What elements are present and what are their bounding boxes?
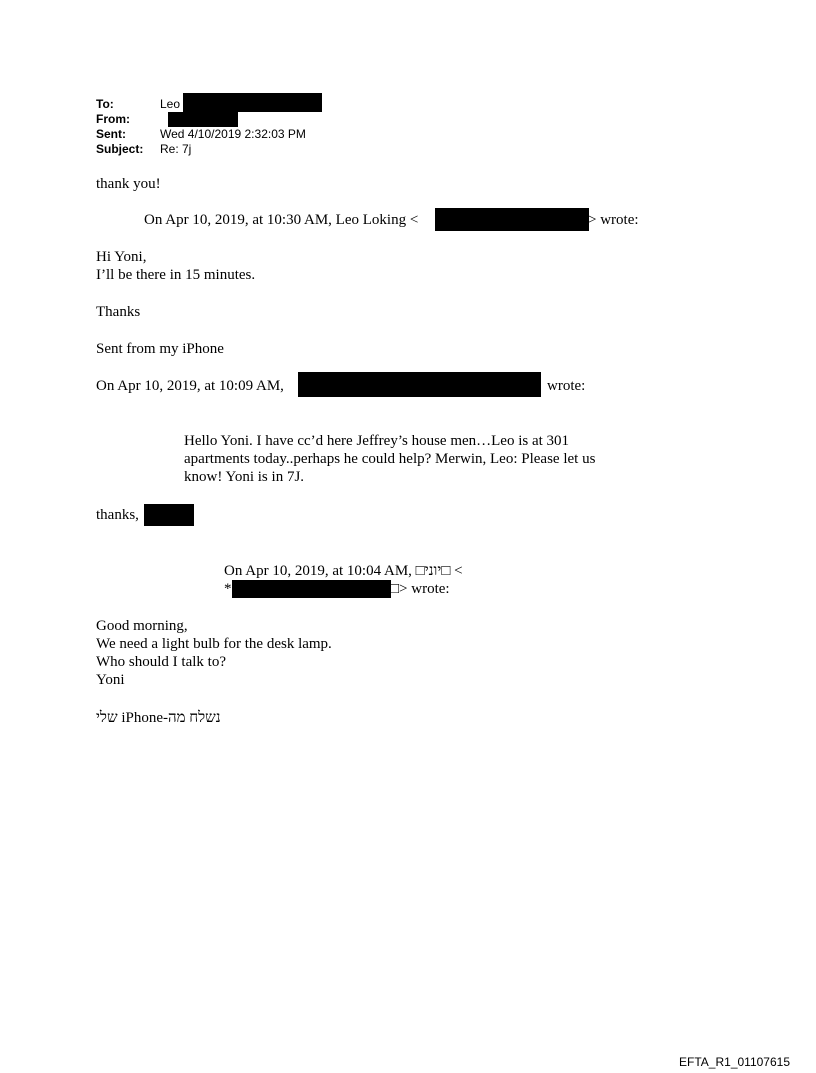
mid-line-2: apartments today..perhaps he could help? Merwin, Leo: Please let us	[184, 451, 596, 467]
redaction-sender	[298, 372, 541, 397]
mid-line-1: Hello Yoni. I have cc’d here Jeffrey’s house men…Leo is at 301	[184, 433, 570, 449]
quote1-intro: On Apr 10, 2019, at 10:30 AM, Leo Loking <	[144, 212, 419, 228]
header-sent-row	[96, 127, 306, 141]
redaction-yoni-email	[232, 580, 391, 598]
sent-label: Sent:	[96, 127, 126, 141]
header-from-row	[96, 112, 160, 126]
reply-text: thank you!	[96, 176, 161, 192]
yoni-signature: נשלח מה-iPhone שלי	[96, 710, 221, 726]
redaction-to	[183, 93, 322, 112]
header-to-row	[96, 97, 180, 111]
quote3-line-1: On Apr 10, 2019, at 10:04 AM, □יוני□ <	[224, 563, 463, 579]
leo-line: I’ll be there in 15 minutes.	[96, 267, 256, 283]
leo-thanks: Thanks	[96, 304, 141, 320]
yoni-name: Yoni	[96, 672, 125, 688]
quote3-star: *	[224, 581, 232, 597]
quote1-wrote: > wrote:	[588, 212, 639, 228]
yoni-line-1: We need a light bulb for the desk lamp.	[96, 636, 332, 652]
redaction-from	[168, 112, 238, 127]
sent-value: Wed 4/10/2019 2:32:03 PM	[160, 127, 306, 141]
to-value: Leo	[160, 97, 181, 111]
header-subject-row	[96, 142, 191, 156]
redaction-signoff	[144, 504, 194, 526]
document-id: EFTA_R1_01107615	[679, 1055, 790, 1069]
mid-thanks: thanks,	[96, 507, 139, 523]
yoni-line-2: Who should I talk to?	[96, 654, 226, 670]
quote2-intro: On Apr 10, 2019, at 10:09 AM,	[96, 378, 284, 394]
leo-greeting: Hi Yoni,	[96, 249, 147, 265]
quote3-wrote: □> wrote:	[390, 581, 450, 597]
subject-value: Re: 7j	[160, 142, 192, 156]
mid-line-3: know! Yoni is in 7J.	[184, 469, 305, 485]
subject-label: Subject:	[96, 142, 144, 156]
yoni-greeting: Good morning,	[96, 618, 188, 634]
leo-signature: Sent from my iPhone	[96, 341, 224, 357]
to-label: To:	[96, 97, 114, 111]
quote2-wrote: wrote:	[547, 378, 586, 394]
from-label: From:	[96, 112, 130, 126]
redaction-leo-email	[435, 208, 589, 231]
